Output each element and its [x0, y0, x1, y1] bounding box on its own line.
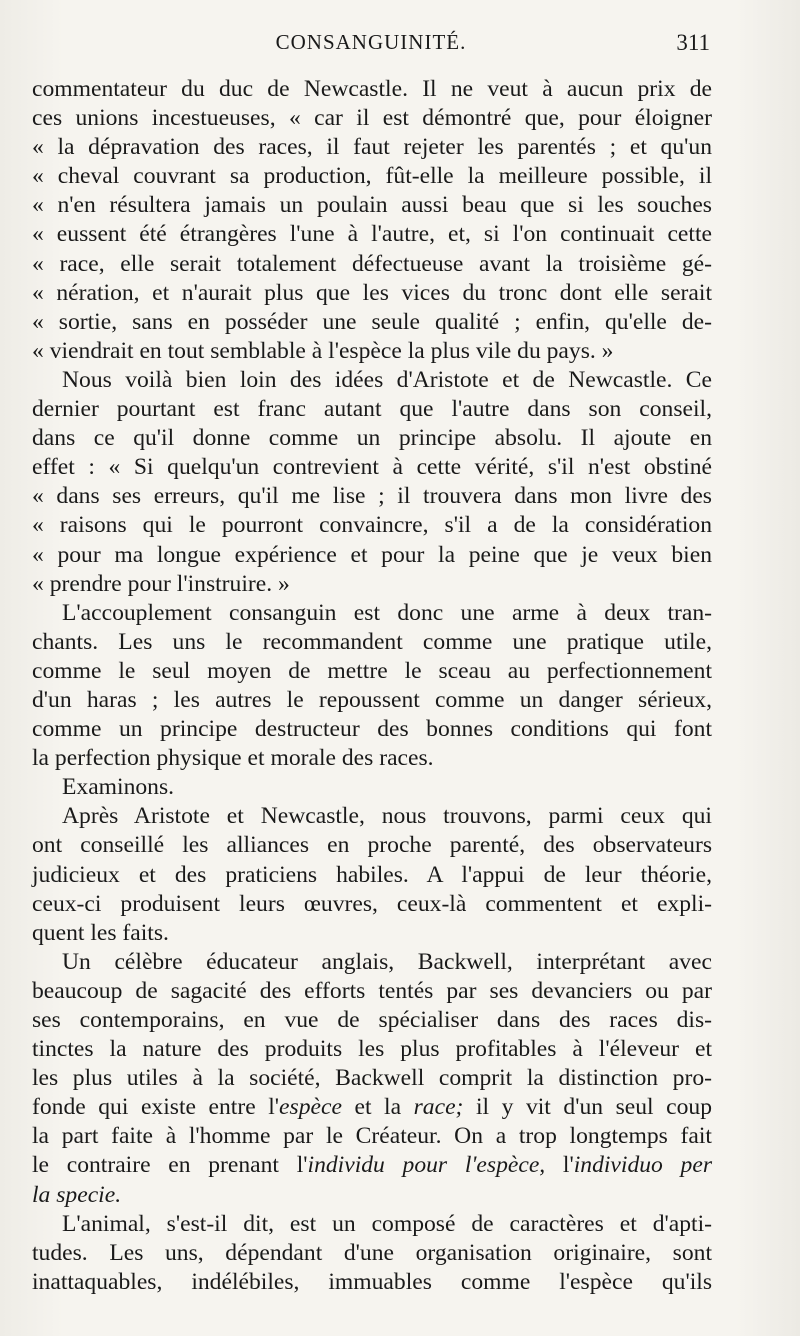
- text-line: « n'en résultera jamais un poulain aussi beau que si les souches: [32, 192, 712, 219]
- text-line: ont conseillé les alliances en proche parenté, des observateurs: [32, 832, 712, 859]
- italic-span: la specie.: [32, 1181, 122, 1208]
- text-line: d'un haras ; les autres le repoussent comme un danger sérieux,: [32, 686, 712, 713]
- text-line: effet : « Si quelqu'un contrevient à cette vérité, s'il n'est obstiné: [32, 454, 712, 481]
- text-line: ses contemporains, en vue de spécialiser dans des races dis-: [32, 1007, 712, 1033]
- text-line: L'animal, s'est-il dit, est un composé de caractères et d'apti-: [62, 1210, 712, 1237]
- italic-span: espèce: [279, 1094, 342, 1121]
- text-line: dans ce qu'il donne comme un principe absolu. Il ajoute en: [32, 425, 712, 452]
- italic-span: individu pour l'espèce,: [307, 1152, 546, 1179]
- text-line: Un célèbre éducateur anglais, Backwell, interprétant avec: [62, 948, 712, 975]
- text-line: ces unions incestueuses, « car il est démontré que, pour éloigner: [32, 105, 712, 132]
- page-header: [32, 30, 710, 60]
- text-line: chants. Les uns le recommandent comme une pratique utile,: [32, 628, 712, 655]
- text-line: « la dépravation des races, il faut rejeter les parentés ; et qu'un: [32, 134, 712, 161]
- text-line: ceux-ci produisent leurs œuvres, ceux-là commentent et expli-: [32, 890, 712, 917]
- text-line: beaucoup de sagacité des efforts tentés par ses devanciers ou par: [32, 977, 712, 1004]
- text-line: comme un principe destructeur des bonnes conditions qui font: [32, 716, 712, 743]
- text-line: tinctes la nature des produits les plus profitables à l'éleveur et: [32, 1036, 712, 1063]
- text-line: L'accouplement consanguin est donc une arme à deux tran-: [62, 599, 712, 626]
- text-line: « cheval couvrant sa production, fût-elle la meilleure possible, il: [32, 163, 712, 190]
- text-span: il y vit d'un seul coup: [463, 1094, 713, 1121]
- text-line: « nération, et n'aurait plus que les vices du tronc dont elle serait: [32, 279, 712, 306]
- text-line: la perfection physique et morale des races.: [32, 745, 434, 772]
- text-line: comme le seul moyen de mettre le sceau au perfectionnement: [32, 657, 712, 684]
- text-line: « sortie, sans en posséder une seule qualité ; enfin, qu'elle de-: [32, 308, 712, 335]
- text-line: Examinons.: [62, 774, 175, 801]
- text-line: [32, 1093, 712, 1122]
- page-number: 311: [676, 30, 710, 55]
- text-span: l': [545, 1152, 574, 1179]
- text-line: « prendre pour l'instruire. »: [32, 570, 290, 597]
- text-line: « pour ma longue expérience et pour la peine que je veux bien: [32, 541, 712, 568]
- text-line: la part faite à l'homme par le Créateur. On a trop longtemps fait: [32, 1123, 712, 1150]
- text-line: les plus utiles à la société, Backwell comprit la distinction pro-: [32, 1065, 712, 1092]
- text-line: [32, 1181, 712, 1210]
- text-line: quent les faits.: [32, 919, 169, 946]
- text-line: Après Aristote et Newcastle, nous trouvons, parmi ceux qui: [62, 803, 712, 830]
- text-line: Nous voilà bien loin des idées d'Aristote et de Newcastle. Ce: [62, 366, 712, 393]
- text-line: judicieux et des praticiens habiles. A l'appui de leur théorie,: [32, 861, 712, 888]
- text-span: et la: [341, 1094, 414, 1121]
- text-line: commentateur du duc de Newcastle. Il ne veut à aucun prix de: [32, 76, 712, 102]
- text-line: « dans ses erreurs, qu'il me lise ; il trouvera dans mon livre des: [32, 483, 712, 510]
- text-line: [32, 1151, 712, 1180]
- text-line: tudes. Les uns, dépendant d'une organisation originaire, sont: [32, 1239, 712, 1266]
- body-text: [32, 75, 712, 1297]
- italic-span: individuo per: [573, 1152, 712, 1179]
- text-line: « race, elle serait totalement défectueuse avant la troisième gé-: [32, 250, 712, 277]
- text-line: dernier pourtant est franc autant que l'autre dans son conseil,: [32, 396, 712, 423]
- text-span: fonde qui existe entre l': [32, 1094, 280, 1121]
- text-line: inattaquables, indélébiles, immuables comme l'espèce qu'ils: [32, 1268, 712, 1295]
- running-title: CONSANGUINITÉ.: [275, 30, 467, 54]
- text-line: « eussent été étrangères l'une à l'autre, et, si l'on continuait cette: [32, 221, 712, 248]
- text-line: « viendrait en tout semblable à l'espèce la plus vile du pays. »: [32, 337, 614, 364]
- text-line: « raisons qui le pourront convaincre, s'il a de la considération: [32, 512, 712, 539]
- italic-span: race;: [413, 1094, 464, 1121]
- text-span: le contraire en prenant l': [32, 1152, 308, 1179]
